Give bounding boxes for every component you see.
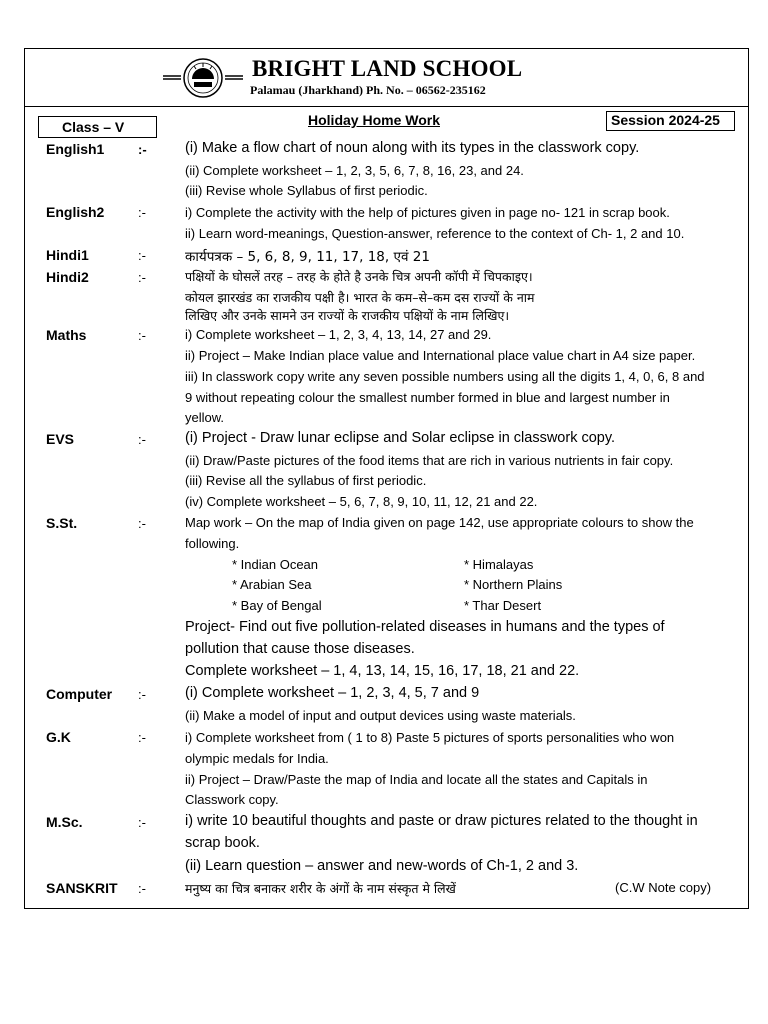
- task-line: yellow.: [185, 410, 225, 425]
- task-line: 9 without repeating colour the smallest number formed in blue and largest number in: [185, 390, 670, 405]
- school-address: Palamau (Jharkhand) Ph. No. – 06562-235162: [250, 83, 486, 97]
- task-line: Map work – On the map of India given on page 142, use appropriate colours to show the: [185, 515, 694, 530]
- subject-separator: :-: [138, 687, 146, 702]
- task-line: (iv) Complete worksheet – 5, 6, 7, 8, 9, 10, 11, 12, 21 and 22.: [185, 494, 538, 509]
- task-line: Project- Find out five pollution-related diseases in humans and the types of: [185, 619, 665, 635]
- subject-sst: S.St.: [46, 515, 78, 531]
- subject-gk: G.K: [46, 729, 71, 745]
- task-line: Complete worksheet – 1, 4, 13, 14, 15, 16, 17, 18, 21 and 22.: [185, 663, 580, 679]
- task-line: (ii) Complete worksheet – 1, 2, 3, 5, 6, 7, 8, 16, 23, and 24.: [185, 163, 524, 178]
- session-label: Session 2024-25: [606, 111, 735, 131]
- task-line: scrap book.: [185, 835, 260, 851]
- map-item: * Bay of Bengal: [232, 598, 322, 613]
- task-line: (ii) Make a model of input and output devices using waste materials.: [185, 708, 576, 723]
- task-line: following.: [185, 536, 240, 551]
- map-item: * Indian Ocean: [232, 557, 319, 572]
- subject-separator: :-: [138, 328, 146, 343]
- task-line: ii) Project – Make Indian place value and International place value chart in A4 size paper.: [185, 348, 696, 363]
- subject-separator: :-: [138, 815, 146, 830]
- task-line: कोयल झारखंड का राजकीय पक्षी है। भारत के कम–से–कम दस राज्यों के नाम: [185, 290, 535, 305]
- task-line: (ii) Learn question – answer and new-words of Ch-1, 2 and 3.: [185, 858, 579, 874]
- subject-english1: English1: [46, 141, 105, 157]
- task-line: iii) In classwork copy write any seven possible numbers using all the digits 1, 4, 0, 6, 8 and: [185, 369, 705, 384]
- subject-separator: :-: [138, 270, 146, 285]
- map-item: * Himalayas: [464, 557, 534, 572]
- task-line: (i) Complete worksheet – 1, 2, 3, 4, 5, 7 and 9: [185, 685, 480, 701]
- header-divider: [24, 106, 749, 107]
- subject-separator: :-: [138, 881, 146, 896]
- task-line: ii) Learn word-meanings, Question-answer, reference to the context of Ch- 1, 2 and 10.: [185, 226, 685, 241]
- task-line: pollution that cause those diseases.: [185, 641, 415, 657]
- subject-evs: EVS: [46, 431, 75, 447]
- subject-separator: :-: [138, 516, 146, 531]
- subject-hindi2: Hindi2: [46, 269, 89, 285]
- subject-msc: M.Sc.: [46, 814, 83, 830]
- task-line: (i) Project - Draw lunar eclipse and Solar eclipse in classwork copy.: [185, 430, 616, 446]
- subject-computer: Computer: [46, 686, 113, 702]
- class-label: Class – V: [38, 116, 157, 138]
- subject-english2: English2: [46, 204, 105, 220]
- school-name: BRIGHT LAND SCHOOL: [252, 56, 523, 81]
- task-line: i) write 10 beautiful thoughts and paste or draw pictures related to the thought in: [185, 813, 698, 829]
- task-line: पक्षियों के घोसलें तरह – तरह के होते है उनके चित्र अपनी कॉपी में चिपकाइए।: [185, 269, 533, 284]
- subject-maths: Maths: [46, 327, 87, 343]
- task-line: मनुष्य का चित्र बनाकर शरीर के अंगों के नाम संस्कृत मे लिखें: [185, 881, 456, 896]
- page-title: Holiday Home Work: [308, 112, 440, 128]
- task-line: लिखिए और उनके सामने उन राज्यों के राजकीय पक्षियों के नाम लिखिए।: [185, 308, 510, 323]
- task-line: कार्यपत्रक – 5, 6, 8, 9, 11, 17, 18, एवं 21: [185, 249, 430, 265]
- task-line: (iii) Revise all the syllabus of first periodic.: [185, 473, 427, 488]
- task-line: i) Complete worksheet from ( 1 to 8) Paste 5 pictures of sports personalities who won: [185, 730, 675, 745]
- task-line: (iii) Revise whole Syllabus of first periodic.: [185, 183, 428, 198]
- task-line: i) Complete the activity with the help of pictures given in page no- 121 in scrap book.: [185, 205, 670, 220]
- subject-sanskrit: SANSKRIT: [46, 880, 118, 896]
- task-line-note: (C.W Note copy): [615, 880, 712, 895]
- subject-separator: :-: [138, 205, 146, 220]
- task-line: olympic medals for India.: [185, 751, 329, 766]
- subject-separator: :-: [138, 248, 146, 263]
- subject-separator: :-: [138, 730, 146, 745]
- task-line: ii) Project – Draw/Paste the map of India and locate all the states and Capitals in: [185, 772, 648, 787]
- subject-separator: :-: [138, 432, 146, 447]
- subject-hindi1: Hindi1: [46, 247, 89, 263]
- school-logo-icon: [163, 57, 243, 99]
- subject-separator: :-: [138, 142, 147, 157]
- map-item: * Northern Plains: [464, 577, 563, 592]
- task-line: (i) Make a flow chart of noun along with its types in the classwork copy.: [185, 140, 640, 156]
- task-line: (ii) Draw/Paste pictures of the food items that are rich in various nutrients in fair copy.: [185, 453, 674, 468]
- task-line: i) Complete worksheet – 1, 2, 3, 4, 13, 14, 27 and 29.: [185, 327, 492, 342]
- task-line: Classwork copy.: [185, 792, 279, 807]
- map-item: * Thar Desert: [464, 598, 542, 613]
- map-item: * Arabian Sea: [232, 577, 312, 592]
